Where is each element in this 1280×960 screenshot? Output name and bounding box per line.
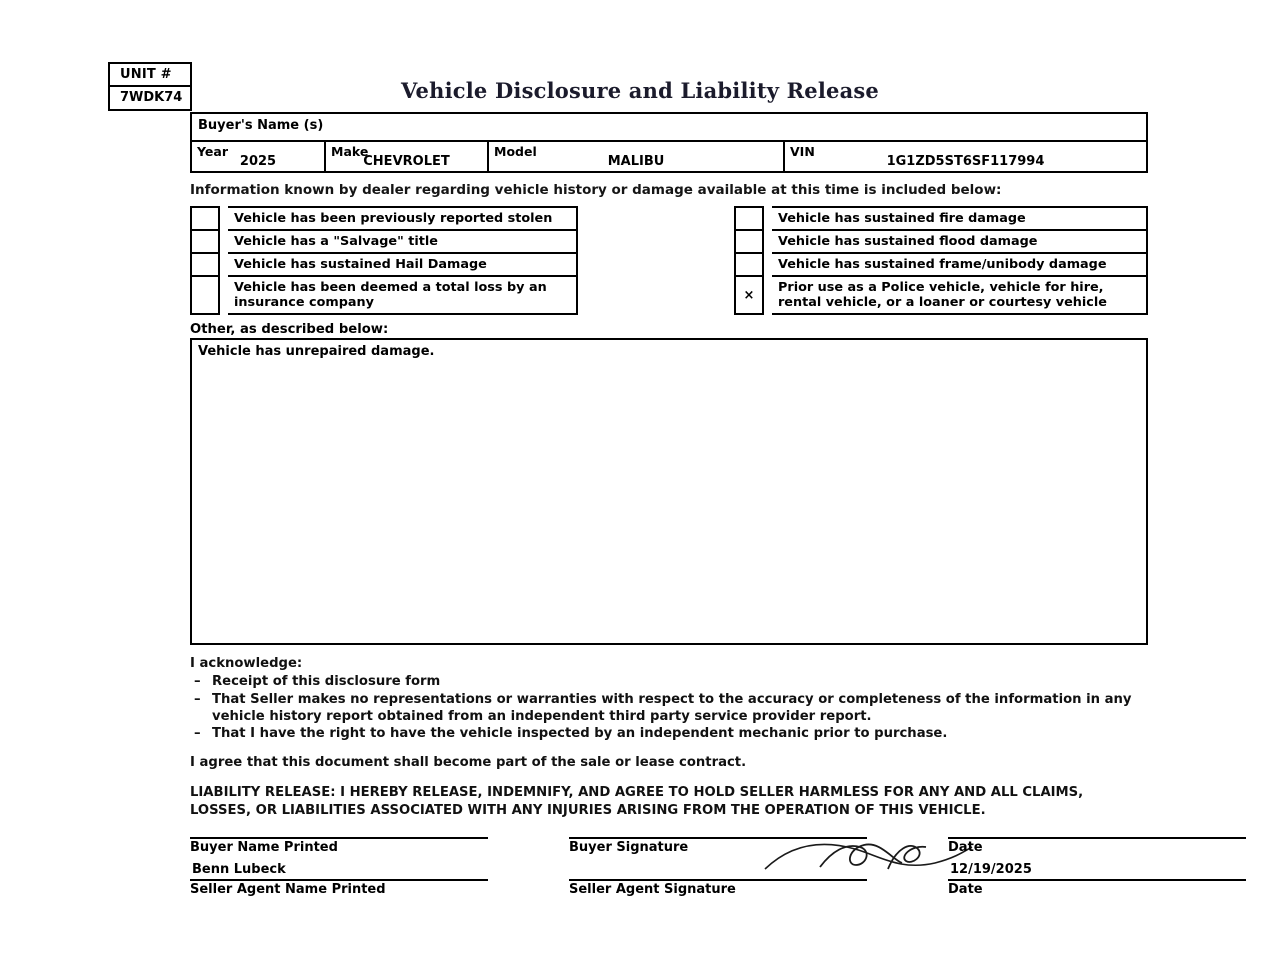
other-description-field[interactable]: Vehicle has unrepaired damage. [190,338,1148,645]
buyer-name-label: Buyer's Name (s) [198,118,324,133]
checkbox-row[interactable] [190,206,578,231]
checkbox-column-left [190,206,578,313]
buyer-date-cell [948,837,1148,855]
checkbox-flood-damage[interactable] [734,229,764,254]
checkbox-total-loss[interactable] [190,275,220,315]
signature-row-seller [190,862,1148,897]
checkbox-salvage-title[interactable] [190,229,220,254]
checkbox-label-total-loss: Vehicle has been deemed a total loss by an insurance company [228,275,578,315]
vin-field[interactable] [785,142,1146,171]
checkbox-label-fire-damage: Vehicle has sustained fire damage [772,206,1148,231]
buyer-signature-cell [569,837,948,855]
model-field[interactable] [489,142,785,171]
seller-signature-cell [569,862,948,897]
bullet-dash: – [194,725,201,741]
list-item: – That I have the right to have the vehicle inspected by an independent mechanic prior to purchase. [194,725,948,741]
seller-name-caption: Seller Agent Name Printed [190,881,386,897]
acknowledgement-section [190,656,1148,818]
list-item: – Receipt of this disclosure form [194,674,441,690]
vin-label: VIN [790,144,815,159]
buyer-date-caption: Date [948,839,983,855]
checkbox-row[interactable] [190,229,578,254]
checkbox-row[interactable] [190,252,578,277]
seller-date-cell [948,862,1148,897]
agreement-text: I agree that this document shall become part of the sale or lease contract. [190,755,747,771]
page-title: Vehicle Disclosure and Liability Release [400,78,879,103]
buyer-name-field[interactable] [190,112,1148,142]
liability-release-text: LIABILITY RELEASE: I HEREBY RELEASE, INDEMNIFY, AND AGREE TO HOLD SELLER HARMLESS FOR ANY AND ALL CLAIMS, LOSSES, OR LIABILITIES ASSOCIATED WITH ANY INJURIES ARISING FROM THE OPERATION OF THIS VEHICLE. [190,785,1084,818]
make-value: CHEVROLET [363,154,450,169]
seller-name-cell [190,862,569,897]
checkbox-prior-use[interactable]: × [734,275,764,315]
disclosure-intro-text: Information known by dealer regarding vehicle history or damage available at this time is included below: [190,182,1002,198]
list-item: – That Seller makes no representations or warranties with respect to the accuracy or completeness of the information in any vehicle history report obtained from an independent third party service provider report. [194,691,1132,724]
buyer-signature-caption: Buyer Signature [569,839,689,855]
seller-name-value: Benn Lubeck [192,861,286,877]
year-field[interactable] [192,142,326,171]
seller-date-caption: Date [948,881,983,897]
buyer-name-cell [190,837,569,855]
year-value: 2025 [239,154,277,169]
checkbox-frame-damage[interactable] [734,252,764,277]
checkbox-label-frame-damage: Vehicle has sustained frame/unibody damage [772,252,1148,277]
seller-date-value: 12/19/2025 [950,861,1032,877]
bullet-dash: – [194,691,201,707]
signature-block [190,837,1148,897]
other-label: Other, as described below: [190,322,389,338]
model-label: Model [494,144,537,159]
checkbox-label-prior-use: Prior use as a Police vehicle, vehicle for hire, rental vehicle, or a loaner or courtesy vehicle [772,275,1148,315]
year-label: Year [197,144,228,159]
checkbox-stolen[interactable] [190,206,220,231]
acknowledgement-heading: I acknowledge: [190,656,303,672]
checkbox-label-flood-damage: Vehicle has sustained flood damage [772,229,1148,254]
checkbox-row[interactable] [734,206,1148,231]
bullet-dash: – [194,674,201,690]
seller-signature-value [569,862,948,879]
unit-number-value: 7WDK74 [120,90,183,105]
model-value: MALIBU [607,154,665,169]
checkbox-row[interactable] [734,252,1148,277]
make-label: Make [331,144,369,159]
unit-number-label: UNIT # [110,64,190,87]
checkbox-row[interactable] [734,229,1148,254]
checkbox-column-right [734,206,1148,313]
buyer-name-caption: Buyer Name Printed [190,839,338,855]
vehicle-info-row [190,142,1148,173]
checkbox-label-salvage-title: Vehicle has a "Salvage" title [228,229,578,254]
signature-row-buyer [190,837,1148,855]
checkbox-fire-damage[interactable] [734,206,764,231]
seller-signature-caption: Seller Agent Signature [569,881,736,897]
make-field[interactable] [326,142,489,171]
checkbox-row[interactable] [190,275,578,315]
checkbox-row[interactable] [734,275,1148,315]
checkbox-label-stolen: Vehicle has been previously reported stolen [228,206,578,231]
checkbox-label-hail-damage: Vehicle has sustained Hail Damage [228,252,578,277]
form-area [190,112,1148,897]
disclosure-checkbox-grid [190,206,1148,313]
checkbox-hail-damage[interactable] [190,252,220,277]
acknowledgement-list [190,673,1148,742]
vin-value: 1G1ZD5ST6SF117994 [886,154,1045,169]
